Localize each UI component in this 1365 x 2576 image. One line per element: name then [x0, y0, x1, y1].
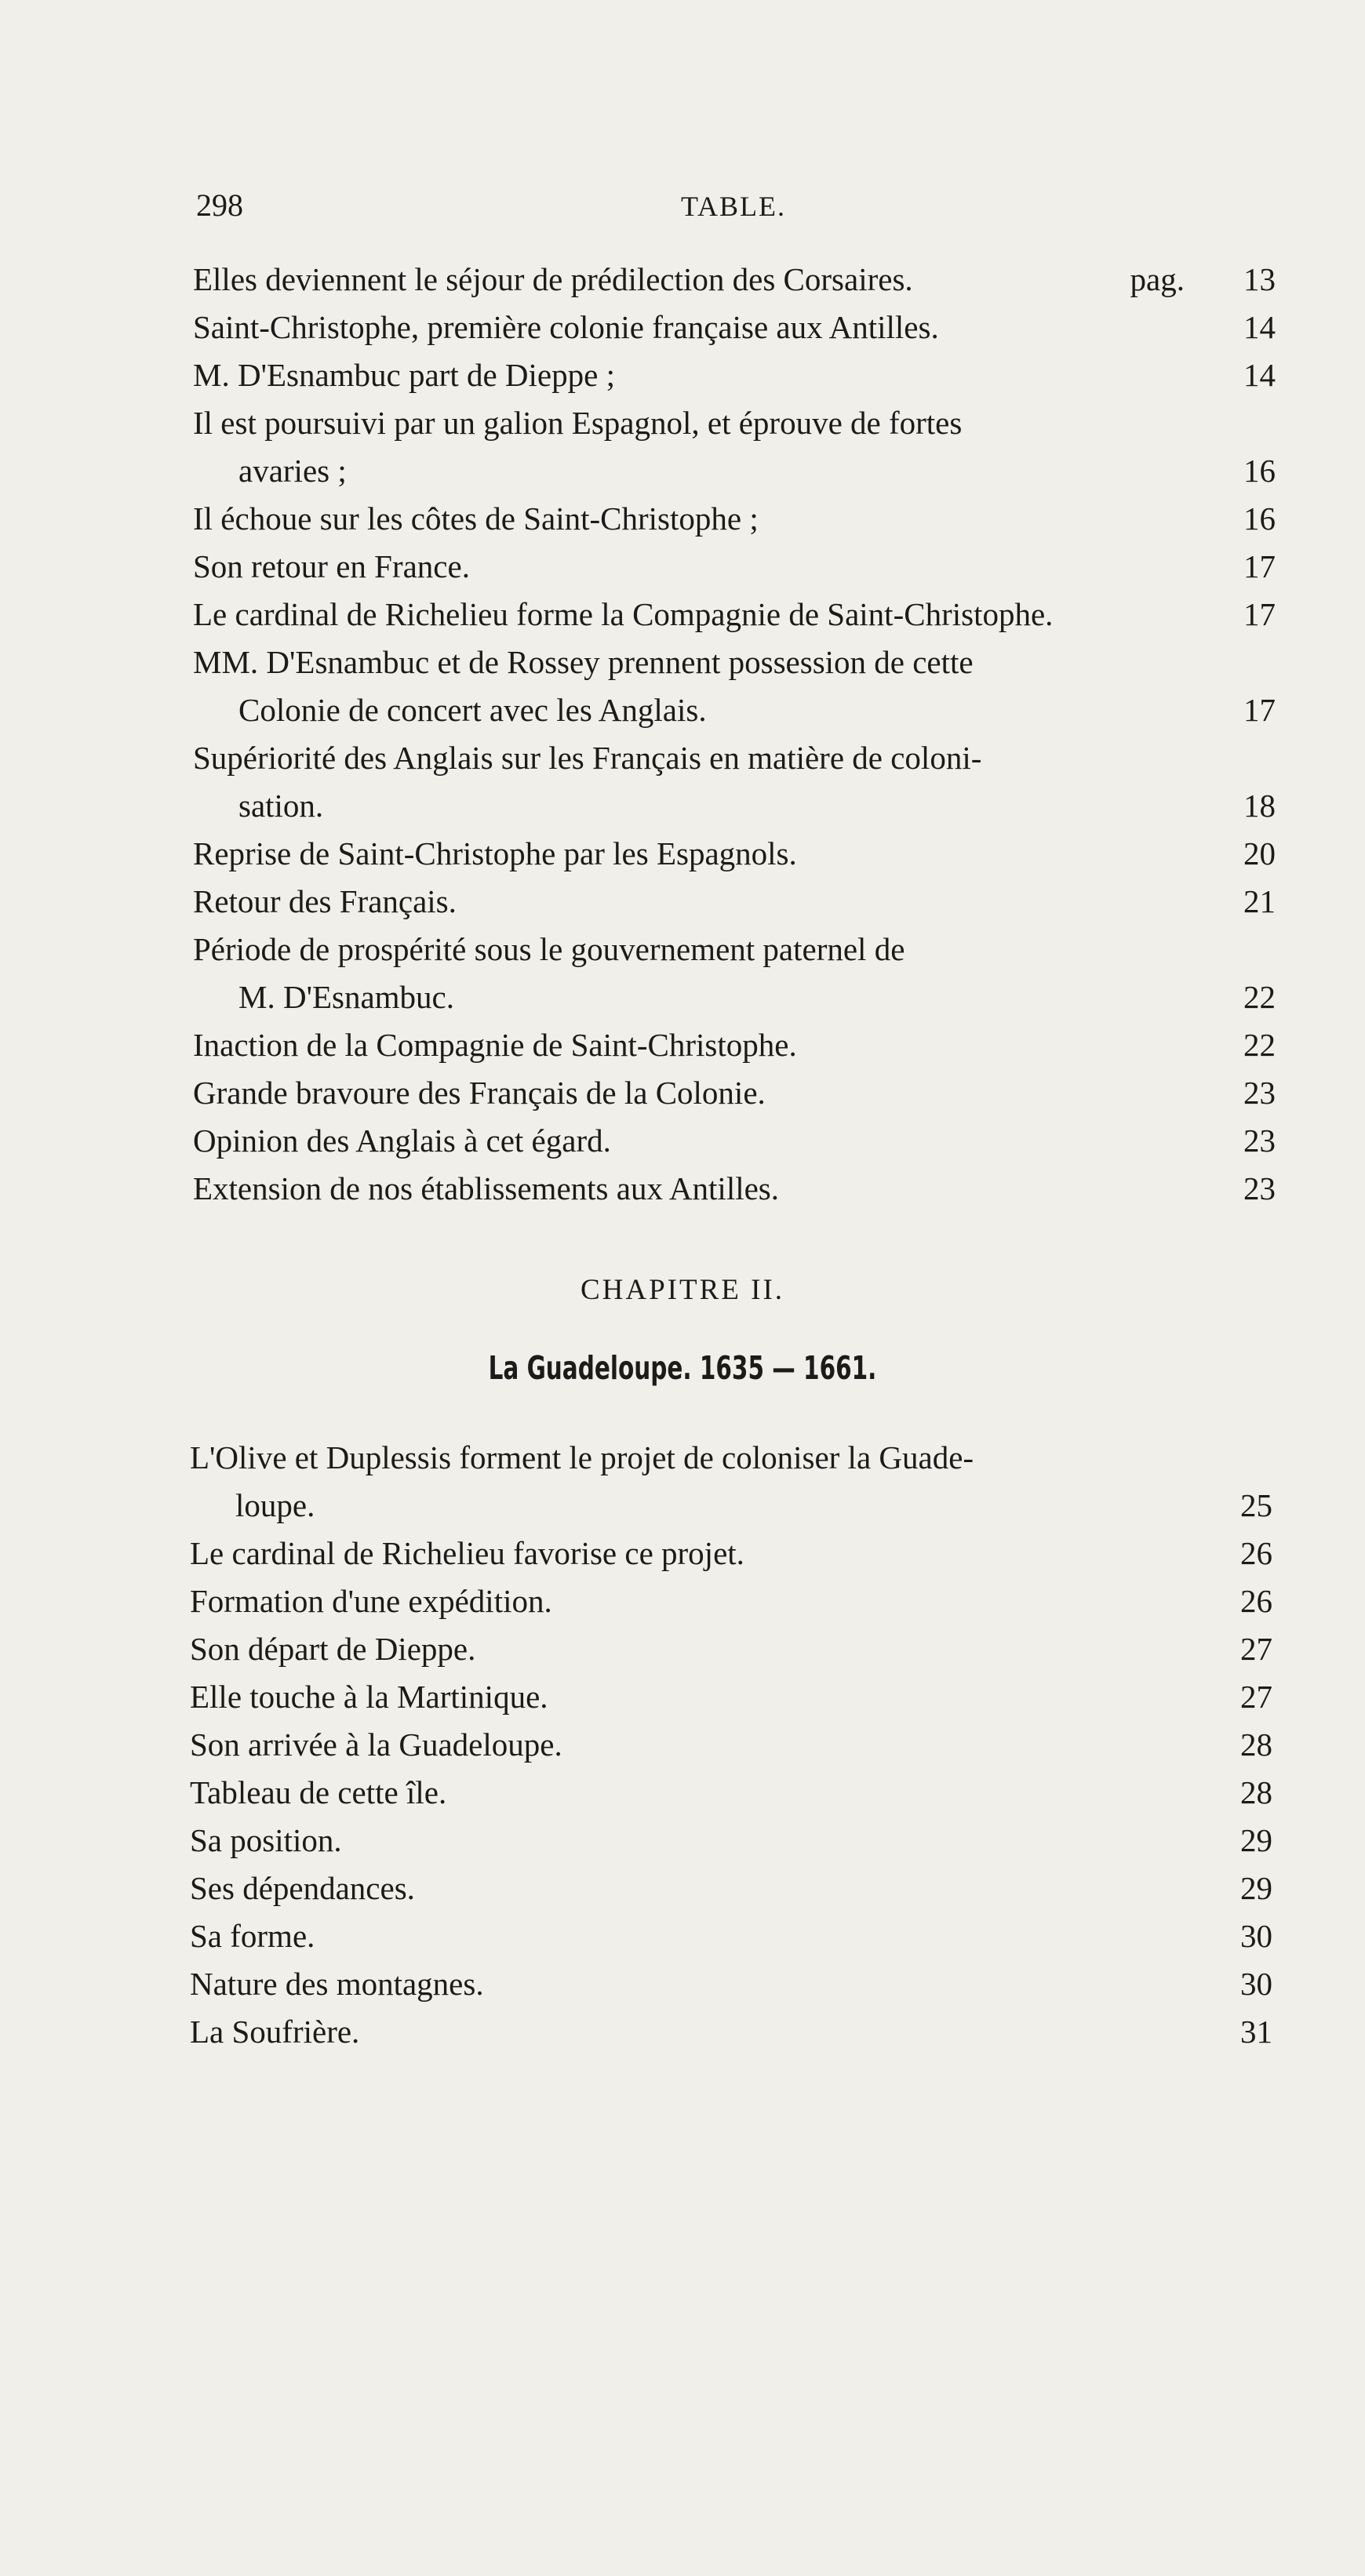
- toc-entry: [193, 304, 1276, 351]
- toc-entry: [193, 1165, 1276, 1213]
- toc-entry-text: Inaction de la Compagnie de Saint-Christophe.: [193, 1027, 797, 1063]
- toc-entry: [193, 734, 1276, 830]
- toc-entry: [190, 2008, 1272, 2056]
- toc-entry: [193, 399, 1276, 495]
- toc-page-number: 21: [1243, 883, 1276, 919]
- toc-entry-text: Elles deviennent le séjour de prédilection des Corsaires.: [193, 261, 913, 297]
- toc-entry: [193, 1021, 1276, 1069]
- toc-entry: [190, 1434, 1272, 1530]
- toc-entry: [193, 495, 1276, 543]
- toc-entry-text: L'Olive et Duplessis forment le projet de coloniser la Guade-: [190, 1439, 974, 1475]
- page-number: 298: [196, 187, 243, 223]
- toc-page-number: 23: [1243, 1170, 1276, 1206]
- toc-entry-text: Grande bravoure des Français de la Colonie.: [193, 1075, 766, 1111]
- toc-entry-text: avaries ;: [238, 453, 347, 489]
- toc-entry-text: loupe.: [235, 1487, 315, 1523]
- toc-page-number: 17: [1243, 548, 1276, 584]
- toc-entry-text: M. D'Esnambuc part de Dieppe ;: [193, 357, 615, 393]
- toc-page-number: 16: [1243, 500, 1276, 537]
- toc-entry-text: Le cardinal de Richelieu favorise ce projet.: [190, 1535, 744, 1571]
- toc-page-number: 31: [1240, 2014, 1272, 2050]
- toc-page-number: 23: [1243, 1075, 1276, 1111]
- toc-entry: [190, 1912, 1272, 1960]
- toc-entry: [190, 1769, 1272, 1817]
- toc-entry: [193, 830, 1276, 878]
- toc-section-chapter-1: [193, 256, 1276, 1213]
- toc-page-number: 14: [1243, 309, 1276, 345]
- toc-entry-text: Son départ de Dieppe.: [190, 1631, 476, 1667]
- toc-entry-text: MM. D'Esnambuc et de Rossey prennent possession de cette: [193, 644, 974, 680]
- toc-entry: [193, 926, 1276, 1021]
- toc-page-number: 28: [1240, 1726, 1272, 1763]
- toc-entry-text: Ses dépendances.: [190, 1870, 415, 1906]
- toc-entry-text: Son retour en France.: [193, 548, 470, 584]
- toc-entry: [193, 1117, 1276, 1165]
- toc-page-number: 27: [1240, 1631, 1272, 1667]
- toc-entry: [193, 351, 1276, 399]
- toc-entry-text: Retour des Français.: [193, 883, 457, 919]
- toc-entry-text: Sa forme.: [190, 1918, 315, 1954]
- toc-page-number: 26: [1240, 1535, 1272, 1571]
- toc-entry: [190, 1673, 1272, 1721]
- toc-entry-text: Supériorité des Anglais sur les Français en matière de coloni-: [193, 740, 982, 776]
- chapter-heading: CHAPITRE II.: [580, 1274, 785, 1306]
- toc-entry-text: Tableau de cette île.: [190, 1774, 447, 1810]
- toc-entry-text: Il est poursuivi par un galion Espagnol, et éprouve de fortes: [193, 405, 963, 441]
- toc-entry-text: La Soufrière.: [190, 2014, 360, 2050]
- toc-page-number: 23: [1243, 1122, 1276, 1159]
- toc-entry: [190, 1625, 1272, 1673]
- toc-entry: [190, 1960, 1272, 2008]
- toc-entry-text: Le cardinal de Richelieu forme la Compagnie de Saint-Christophe.: [193, 596, 1054, 632]
- toc-page-number: 25: [1240, 1487, 1272, 1523]
- toc-page-number: 20: [1243, 835, 1276, 871]
- toc-entry: [190, 1865, 1272, 1912]
- toc-entry: [193, 543, 1276, 591]
- toc-page-number: 17: [1243, 692, 1276, 728]
- toc-entry: [193, 591, 1276, 639]
- toc-page-number: 13: [1243, 261, 1276, 297]
- toc-page-number: 30: [1240, 1966, 1272, 2002]
- toc-entry: [190, 1577, 1272, 1625]
- toc-entry-text: Il échoue sur les côtes de Saint-Christophe ;: [193, 500, 759, 537]
- toc-page-number: 29: [1240, 1870, 1272, 1906]
- toc-entry-text: Sa position.: [190, 1822, 342, 1858]
- toc-page-number: 14: [1243, 357, 1276, 393]
- toc-entry: [193, 878, 1276, 926]
- toc-page-number: 26: [1240, 1583, 1272, 1619]
- page-header: [196, 187, 1271, 234]
- toc-entry-text: Nature des montagnes.: [190, 1966, 484, 2002]
- toc-page-number: 16: [1243, 453, 1276, 489]
- toc-entry: [193, 1069, 1276, 1117]
- toc-entry-text: Saint-Christophe, première colonie française aux Antilles.: [193, 309, 939, 345]
- toc-entry-text: Reprise de Saint-Christophe par les Espagnols.: [193, 835, 797, 871]
- toc-entry-text: Période de prospérité sous le gouvernement paternel de: [193, 931, 905, 967]
- toc-entry: [190, 1721, 1272, 1769]
- toc-entry-text: Elle touche à la Martinique.: [190, 1679, 548, 1715]
- page-abbrev: pag.: [1130, 261, 1185, 297]
- toc-page-number: 29: [1240, 1822, 1272, 1858]
- running-title: TABLE.: [680, 191, 787, 222]
- toc-entry: [193, 639, 1276, 734]
- toc-entry-text: Son arrivée à la Guadeloupe.: [190, 1726, 562, 1763]
- toc-entry-text: Opinion des Anglais à cet égard.: [193, 1122, 611, 1159]
- toc-page-number: 22: [1243, 979, 1276, 1015]
- toc-page-number: 28: [1240, 1774, 1272, 1810]
- toc-page-number: 30: [1240, 1918, 1272, 1954]
- toc-entry: [190, 1530, 1272, 1577]
- toc-section-chapter-2: [190, 1434, 1272, 2056]
- toc-page-number: 17: [1243, 596, 1276, 632]
- toc-entry-text: sation.: [238, 788, 324, 824]
- toc-entry-text: Extension de nos établissements aux Antilles.: [193, 1170, 780, 1206]
- toc-page-number: 22: [1243, 1027, 1276, 1063]
- toc-entry-text: M. D'Esnambuc.: [238, 979, 454, 1015]
- toc-entry-text: Formation d'une expédition.: [190, 1583, 552, 1619]
- toc-entry-text: Colonie de concert avec les Anglais.: [238, 692, 707, 728]
- toc-page-number: 27: [1240, 1679, 1272, 1715]
- toc-page-number: 18: [1243, 788, 1276, 824]
- toc-entry: [193, 256, 1276, 304]
- toc-entry: [190, 1817, 1272, 1865]
- chapter-subtitle: La Guadeloupe. 1635 — 1661.: [488, 1349, 877, 1387]
